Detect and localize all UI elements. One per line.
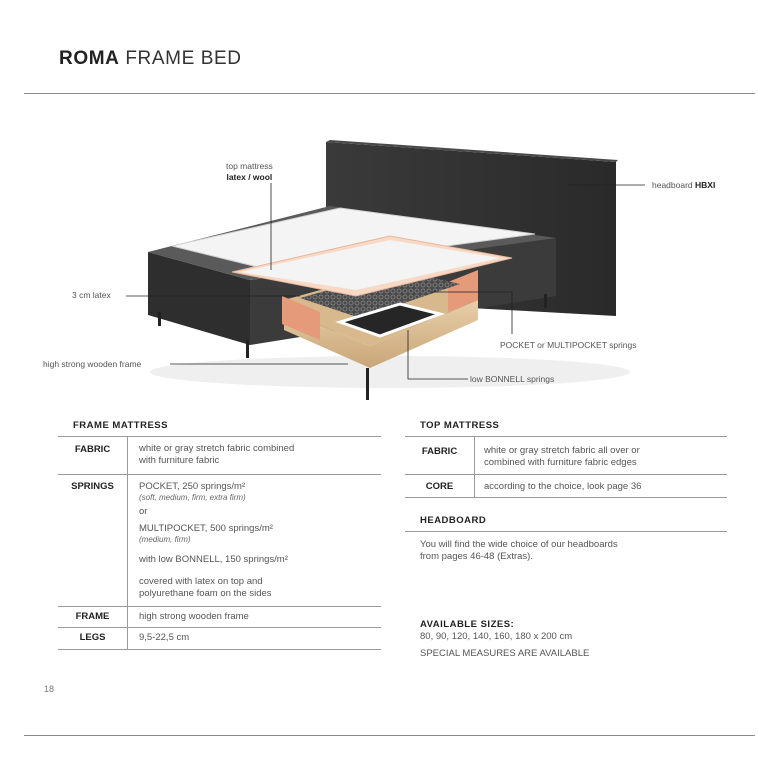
sizes-title: AVAILABLE SIZES: xyxy=(420,619,515,630)
callout-headboard-model: HBXI xyxy=(695,180,716,190)
top-mattress-title: TOP MATTRESS xyxy=(420,420,500,431)
fabric-line-2: with furniture fabric xyxy=(139,455,220,466)
page-number: 18 xyxy=(44,684,55,694)
headboard-text xyxy=(420,539,618,563)
leg xyxy=(158,312,161,326)
table-row xyxy=(58,628,381,650)
table-row xyxy=(405,437,727,475)
callout-bonnell-springs: low BONNELL springs xyxy=(470,374,555,384)
spec-value-fabric xyxy=(128,437,382,475)
bed-diagram xyxy=(0,130,758,410)
callout-latex: 3 cm latex xyxy=(72,290,111,300)
callout-pocket-springs: POCKET or MULTIPOCKET springs xyxy=(500,340,637,350)
springs-cover-line-2: polyurethane foam on the sides xyxy=(139,588,272,599)
spec-key-top-fabric: FABRIC xyxy=(405,437,475,475)
headboard-rule xyxy=(405,531,727,532)
springs-pocket-sub: (soft, medium, firm, extra firm) xyxy=(139,493,246,502)
headboard-title: HEADBOARD xyxy=(420,515,487,526)
floor-shadow xyxy=(150,356,630,388)
header-rule xyxy=(24,93,755,94)
spec-value-frame: high strong wooden frame xyxy=(139,611,249,622)
headboard-line-2: from pages 46-48 (Extras). xyxy=(420,551,533,562)
top-fabric-line-1: white or gray stretch fabric all over or xyxy=(484,445,640,456)
springs-or: or xyxy=(139,506,148,517)
sizes-special: SPECIAL MEASURES ARE AVAILABLE xyxy=(420,648,590,659)
spec-key-frame: FRAME xyxy=(58,607,128,628)
headboard-line-1: You will find the wide choice of our headboards xyxy=(420,539,618,550)
spec-value-springs xyxy=(128,475,382,607)
springs-pocket: POCKET, 250 springs/m² xyxy=(139,481,246,492)
springs-cover-line-1: covered with latex on top and xyxy=(139,576,263,587)
frame-mattress-table xyxy=(58,436,381,650)
title-model: ROMA xyxy=(59,48,120,69)
spec-key-springs: SPRINGS xyxy=(58,475,128,607)
table-row xyxy=(58,475,381,607)
callout-headboard-prefix: headboard xyxy=(652,180,696,190)
sizes-values: 80, 90, 120, 140, 160, 180 x 200 cm xyxy=(420,631,573,642)
spec-value-legs: 9,5-22,5 cm xyxy=(139,632,190,643)
springs-multipocket-sub: (medium, firm) xyxy=(139,535,191,544)
callout-top-mattress xyxy=(226,161,273,183)
top-fabric-line-2: combined with furniture fabric edges xyxy=(484,457,637,468)
frame-mattress-title: FRAME MATTRESS xyxy=(73,420,168,431)
spec-value-top-fabric xyxy=(475,437,728,475)
callout-headboard xyxy=(652,180,715,191)
spec-key-legs: LEGS xyxy=(58,628,128,650)
springs-bonnell: with low BONNELL, 150 springs/m² xyxy=(139,554,288,565)
spec-key-core: CORE xyxy=(405,475,475,498)
footer-rule xyxy=(24,735,755,736)
callout-top-mattress-line2: latex / wool xyxy=(226,172,273,182)
spec-value-core: according to the choice, look page 36 xyxy=(484,481,642,492)
page-title xyxy=(59,48,242,70)
callout-top-mattress-line1: top mattress xyxy=(226,161,273,171)
top-mattress-table xyxy=(405,436,727,498)
table-row xyxy=(58,437,381,475)
table-row xyxy=(58,607,381,628)
table-row xyxy=(405,475,727,498)
title-type: FRAME BED xyxy=(125,48,242,69)
springs-multipocket: MULTIPOCKET, 500 springs/m² xyxy=(139,523,273,534)
spec-key-fabric: FABRIC xyxy=(58,437,128,475)
fabric-line-1: white or gray stretch fabric combined xyxy=(139,443,295,454)
callout-frame: high strong wooden frame xyxy=(43,359,142,369)
